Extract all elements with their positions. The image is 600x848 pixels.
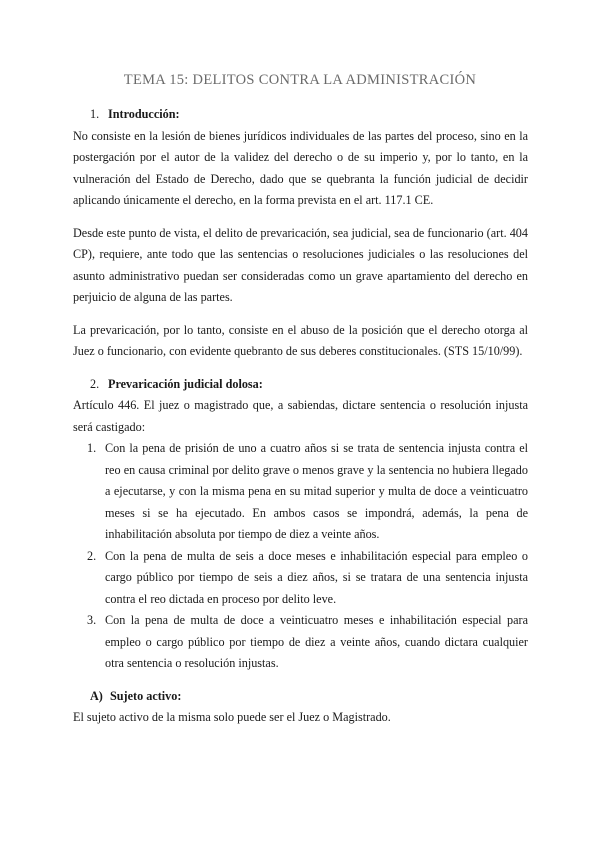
list-item-number: 3. [87, 613, 97, 627]
paragraph: El sujeto activo de la misma solo puede ser el Juez o Magistrado. [73, 710, 391, 724]
list-item-text: Con la pena de multa de seis a doce meses e inhabilitación especial para empleo o cargo público por tiempo de seis a diez años, si se tratara de una sentencia injusta contra el reo dictada en proceso por delito leve. [105, 548, 528, 606]
document-title: TEMA 15: DELITOS CONTRA LA ADMINISTRACIÓN [123, 72, 477, 88]
paragraph: Desde este punto de vista, el delito de prevaricación, sea judicial, sea de funcionario (art. 404 CP), requiere, ante todo que las sentencias o resoluciones judiciales o las resoluciones del asunto administrativo puedan ser consideradas como un grave apartamiento del derecho en perjuicio de alguna de las partes. [73, 225, 528, 304]
section-heading-prevaricacion [73, 374, 528, 396]
subsection-heading-sujeto-activo [73, 686, 528, 708]
subsection-title: Sujeto activo: [110, 688, 182, 703]
penalty-list [73, 438, 528, 675]
document-body [73, 104, 528, 729]
section-number: 2. [90, 376, 100, 391]
list-item-text: Con la pena de multa de doce a veinticuatro meses e inhabilitación especial para empleo o cargo público por tiempo de diez a veinte años, cuando dictara cualquier otra sentencia o resolución injustas. [105, 613, 528, 670]
section-title: Introducción: [108, 107, 180, 121]
list-item [73, 546, 528, 611]
section-heading-introduccion [73, 104, 528, 126]
list-item-number: 1. [87, 441, 97, 455]
list-item [73, 610, 528, 675]
section-title: Prevaricación judicial dolosa: [108, 376, 263, 391]
article-intro: Artículo 446. El juez o magistrado que, a sabiendas, dictare sentencia o resolución injusta será castigado: [73, 398, 528, 434]
list-item [73, 438, 528, 546]
paragraph: No consiste en la lesión de bienes jurídicos individuales de las partes del proceso, sino en la postergación por el autor de la validez del derecho o de su imperio y, por lo tanto, en la vulneración del Estado de Derecho, dado que se quebranta la función judicial de decidir aplicando únicamente el derecho, en la forma prevista en el art. 117.1 CE. [73, 128, 528, 207]
paragraph: La prevaricación, por lo tanto, consiste en el abuso de la posición que el derecho otorga al Juez o funcionario, con evidente quebranto de sus deberes constitucionales. (STS 15/10/99). [73, 322, 528, 358]
subsection-number: A) [90, 688, 103, 703]
list-item-text: Con la pena de prisión de uno a cuatro años si se trata de sentencia injusta contra el reo en causa criminal por delito grave o menos grave y la sentencia no hubiera llegado a ejecutarse, y con la misma pena en su mitad superior y multa de doce a veinticuatro meses si se ha ejecutado. En ambos casos se impondrá, además, la pena de inhabilitación absoluta por tiempo de diez a veinte años. [105, 441, 528, 541]
list-item-number: 2. [87, 548, 97, 563]
section-number: 1. [90, 107, 100, 121]
